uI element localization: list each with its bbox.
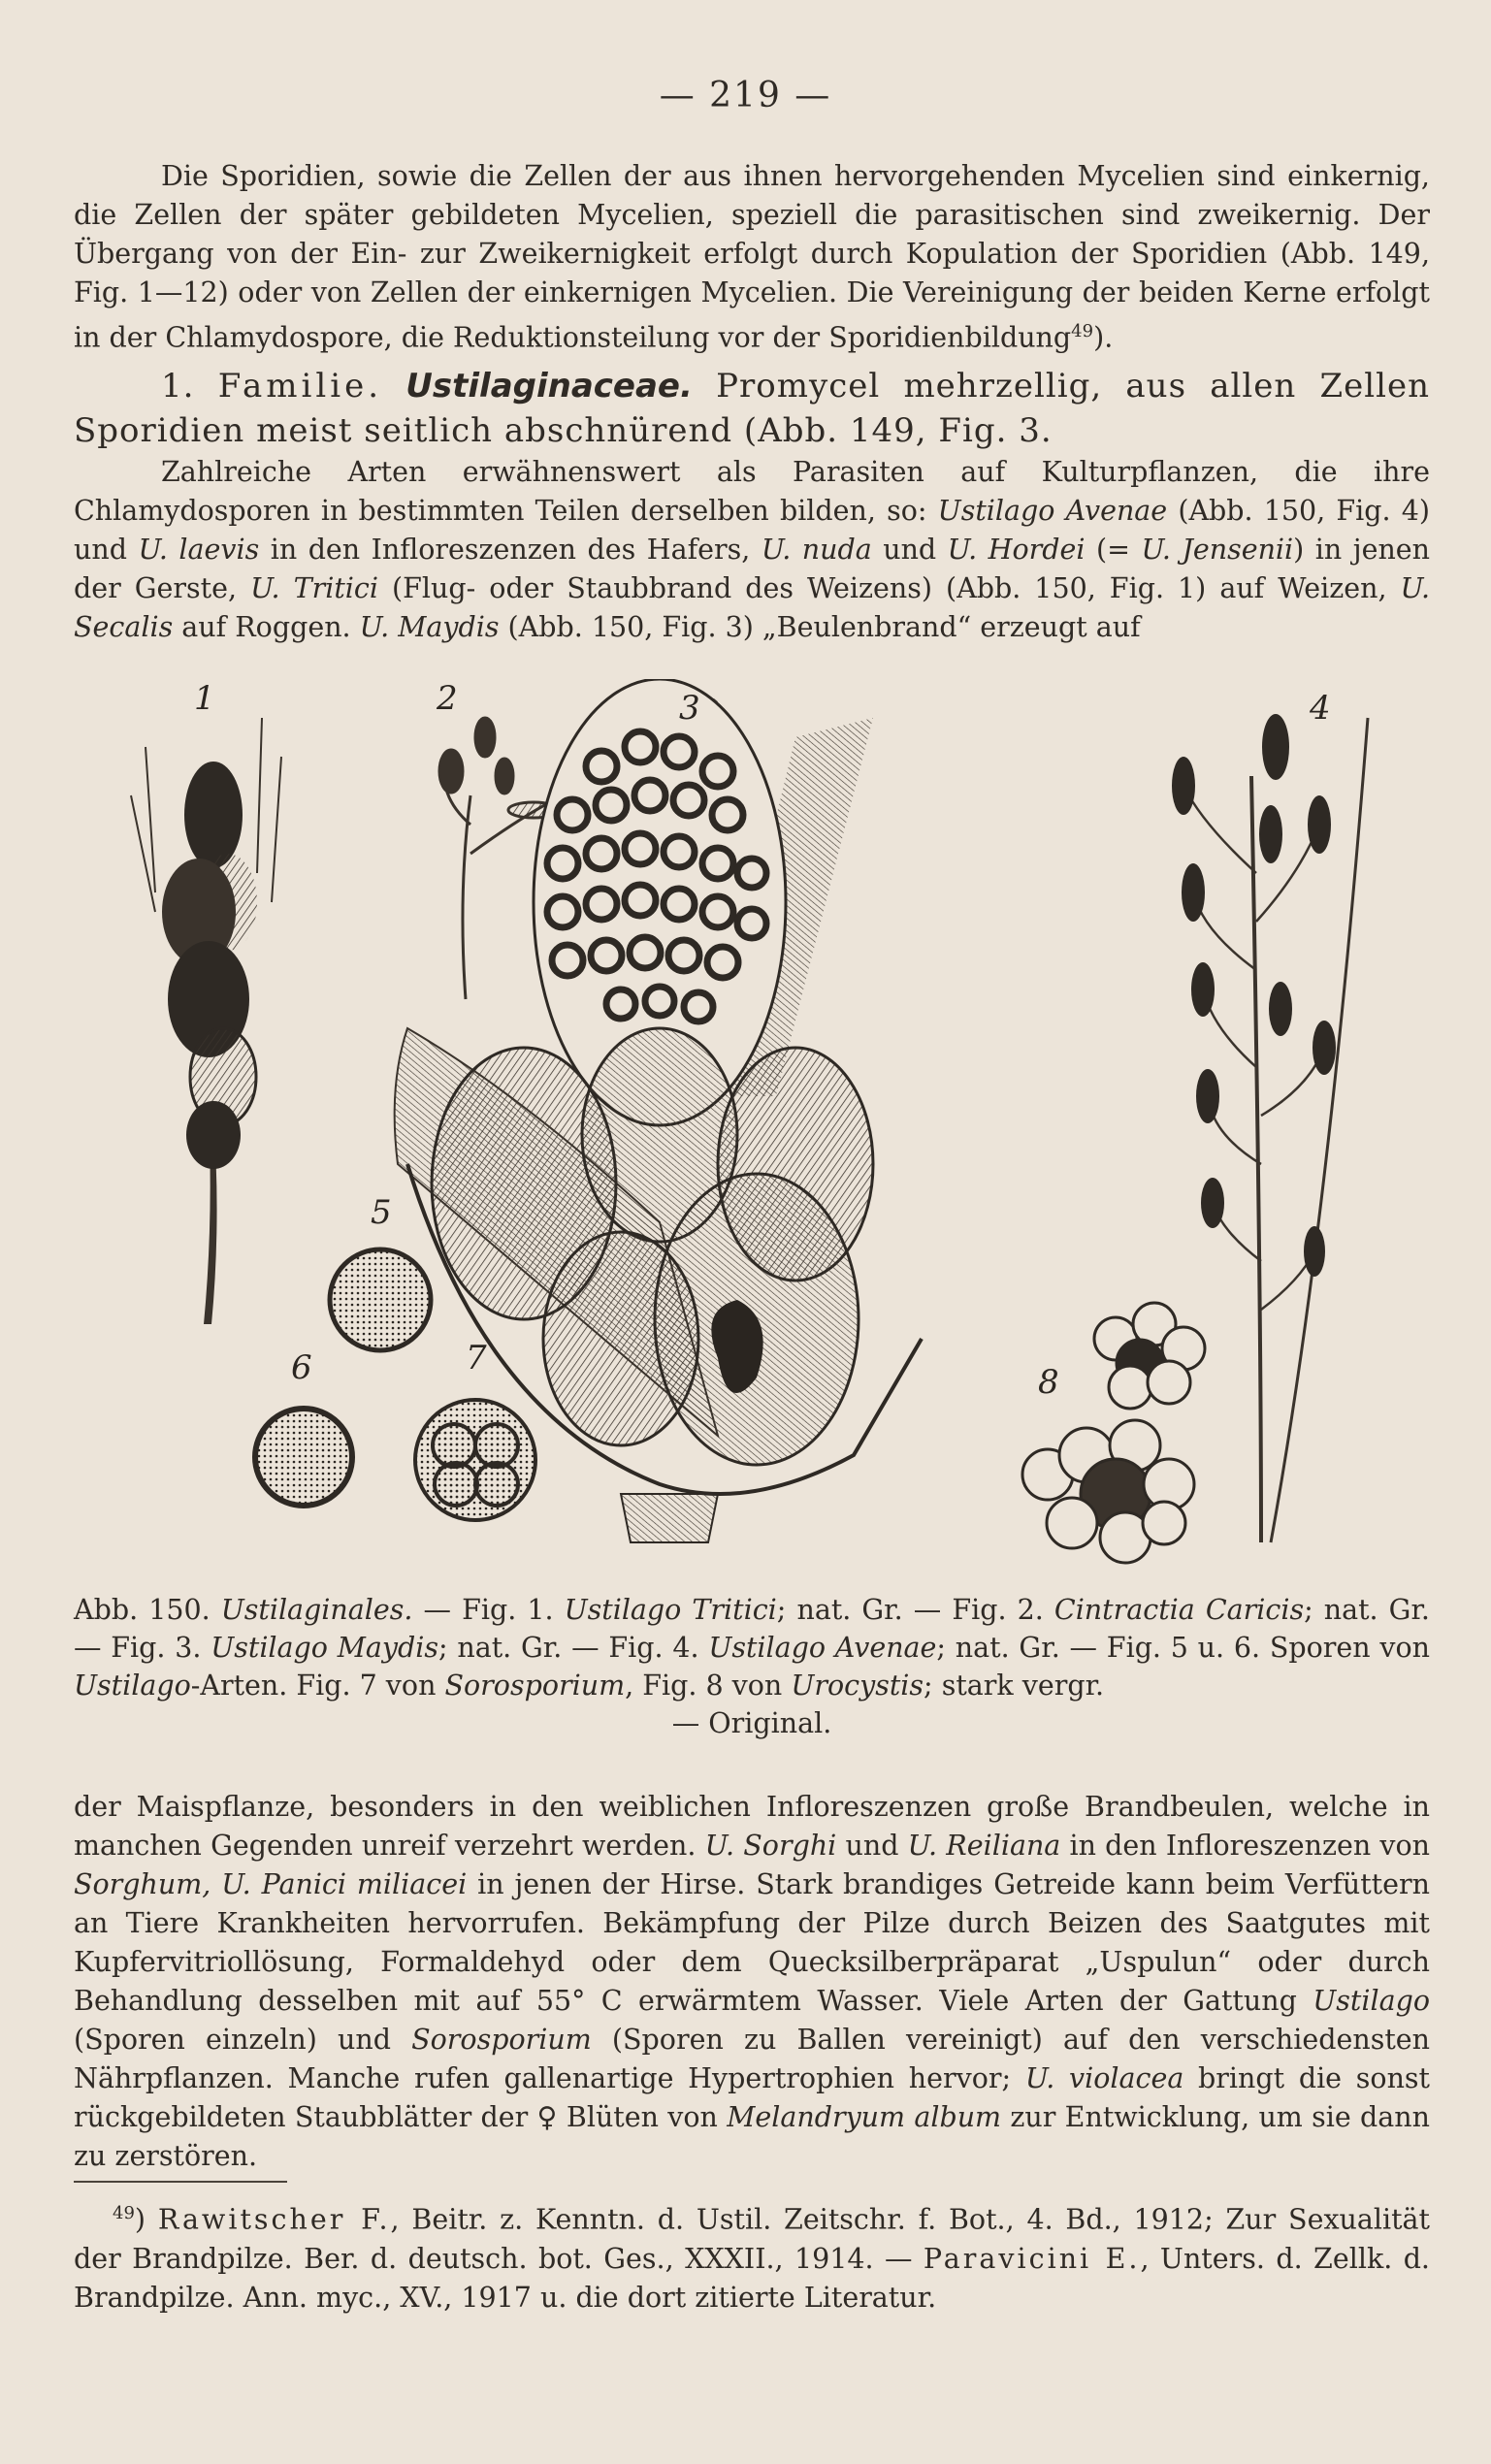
fig-label-2: 2 [437,679,458,718]
fig-label-6: 6 [291,1348,312,1387]
page-number: — 219 — [659,76,832,115]
footnote-author-rawitscher: Rawitscher F. [157,2203,391,2236]
fig1-wheat-ear [131,718,281,1324]
fig-label-8: 8 [1038,1363,1059,1402]
paragraph-sporidien: Die Sporidien, sowie die Zellen der aus ihnen hervorgehenden Mycelien sind einkernig, die Zellen der später gebildeten Mycelien, speziell die parasitischen sind zweikernig. Der Übergang von der Ein- zur Zweikernigkeit erfolgt durch Kopulation der Sporidien (Abb. 149, Fig. 1—12) oder von Zellen der einkernigen Mycelien. Die Vereinigung der beiden Kerne erfolgt in der Chlamydospore, die Reduktionsteilung vor der Sporidienbildung$^{49}$). [74,160,1430,354]
main-text-bottom [74,1788,1430,2176]
fig4-oat-panicle [1172,714,1368,1542]
family-heading: 1. Familie. Ustilaginaceae. Promycel mehrzellig, aus allen Zellen Sporidien meist seitlich abschnürend (Abb. 149, Fig. 3. [74,366,1431,450]
fig5-spore [330,1249,431,1350]
main-text-top [74,157,1430,647]
fig7-spore-ball [415,1400,535,1520]
fig-label-5: 5 [371,1193,392,1232]
fig-label-3: 3 [679,689,700,728]
fig-label-4: 4 [1310,689,1331,728]
figure-illustration [116,679,1378,1572]
fig-label-7: 7 [466,1339,487,1378]
caption-original: — Original. [671,1707,832,1739]
figure-caption: Abb. 150. Ustilaginales. — Fig. 1. Ustilago Tritici; nat. Gr. — Fig. 2. Cintractia Caricis; nat. Gr. — Fig. 3. Ustilago Maydis; nat. Gr. — Fig. 4. Ustilago Avenae; nat. Gr. — Fig. 5 u. 6. Sporen von Ustilago-Arten. Fig. 7 von Sorosporium, Fig. 8 von Urocystis; stark vergr. — Original. [74,1591,1430,1742]
fig-label-1: 1 [194,679,215,718]
footnote-divider [74,2181,287,2183]
footnote-49: $^{49}$) Rawitscher F., Beitr. z. Kenntn. d. Ustil. Zeitschr. f. Bot., 4. Bd., 1912; Zur Sexualität der Brandpilze. Ber. d. deutsch. bot. Ges., XXXII., 1914. — Paravicini E., Unters. d. Zellk. d. Brandpilze. Ann. myc., XV., 1917 u. die dort zitierte Literatur. [74,2203,1430,2314]
fig6-spore [255,1409,352,1506]
paragraph-maize: der Maispflanze, besonders in den weiblichen Infloreszenzen große Brandbeulen, welche in manchen Gegenden unreif verzehrt werden. U. Sorghi und U. Reiliana in den Infloreszenzen von Sorghum, U. Panici miliacei in jenen der Hirse. Stark brandiges Getreide kann beim Verfüttern an Tiere Krankheiten hervorrufen. Bekämpfung der Pilze durch Beizen des Saatgutes mit Kupfervitriollösung, Formaldehyd oder dem Quecksilberpräparat „Uspulun“ oder durch Behandlung desselben mit auf 55° C erwärmtem Wasser. Viele Arten der Gattung Ustilago (Sporen einzeln) und Sorosporium (Sporen zu Ballen vereinigt) auf den verschiedensten Nährpflanzen. Manche rufen gallenartige Hypertrophien hervor; U. violacea bringt die sonst rückgebildeten Staubblätter der ♀ Blüten von Melandryum album zur Entwicklung, um sie dann zu zerstören. [74,1791,1430,2172]
footnote-author-paravicini: Paravicini E. [923,2242,1141,2275]
figure-ustilaginales [116,679,1378,1572]
fig8-spore-balls [1022,1303,1205,1563]
taxon-ustilaginaceae: Ustilaginaceae. [405,366,693,405]
paragraph-parasites: Zahlreiche Arten erwähnenswert als Parasiten auf Kulturpflanzen, die ihre Chlamydosporen in bestimmten Teilen derselben bilden, so: Ustilago Avenae (Abb. 150, Fig. 4) und U. laevis in den Infloreszenzen des Hafers, U. nuda und U. Hordei (= U. Jensenii) in jenen der Gerste, U. Tritici (Flug- oder Staubbrand des Weizens) (Abb. 150, Fig. 1) auf Weizen, U. Secalis auf Roggen. U. Maydis (Abb. 150, Fig. 3) „Beulenbrand“ erzeugt auf [74,455,1431,643]
